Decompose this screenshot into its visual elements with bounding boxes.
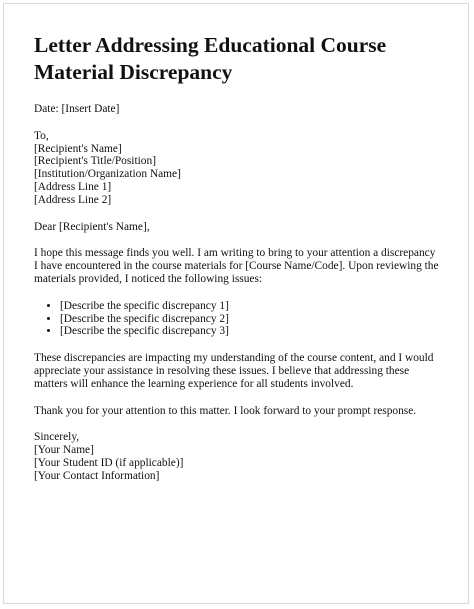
recipient-to: To, bbox=[34, 129, 49, 142]
intro-paragraph: I hope this message finds you well. I am writing to bring to your attention a discrepancy I have encountered in the course materials for [Course Name/Code]. Upon reviewing the materials provided, I noticed the following issues: bbox=[34, 247, 439, 285]
recipient-address-line-2: [Address Line 2] bbox=[34, 193, 112, 206]
closing-block bbox=[34, 431, 442, 482]
list-item: • [Describe the specific discrepancy 2] bbox=[60, 313, 442, 326]
recipient-title: [Recipient's Title/Position] bbox=[34, 155, 156, 168]
issues-list bbox=[34, 300, 442, 338]
recipient-institution: [Institution/Organization Name] bbox=[34, 168, 181, 181]
sender-name: [Your Name] bbox=[34, 444, 94, 457]
letter-title: Letter Addressing Educational Course Material Discrepancy bbox=[34, 33, 387, 84]
letter-page bbox=[3, 3, 469, 604]
closing-signoff: Sincerely, bbox=[34, 431, 80, 444]
recipient-block bbox=[34, 130, 442, 207]
impact-paragraph: These discrepancies are impacting my understanding of the course content, and I would appreciate your assistance in resolving these issues. I believe that addressing these matters will enhance the learning experience for all students involved. bbox=[34, 352, 434, 390]
list-item: • [Describe the specific discrepancy 1] bbox=[60, 300, 442, 313]
salutation: Dear [Recipient's Name], bbox=[34, 220, 150, 233]
recipient-name: [Recipient's Name] bbox=[34, 142, 122, 155]
sender-student-id: [Your Student ID (if applicable)] bbox=[34, 456, 184, 469]
sender-contact: [Your Contact Information] bbox=[34, 469, 160, 482]
thanks-paragraph: Thank you for your attention to this matter. I look forward to your prompt response. bbox=[34, 404, 417, 417]
recipient-address-line-1: [Address Line 1] bbox=[34, 180, 112, 193]
list-item: • [Describe the specific discrepancy 3] bbox=[60, 325, 442, 338]
letter-content bbox=[34, 32, 442, 483]
date-line: Date: [Insert Date] bbox=[34, 103, 120, 115]
